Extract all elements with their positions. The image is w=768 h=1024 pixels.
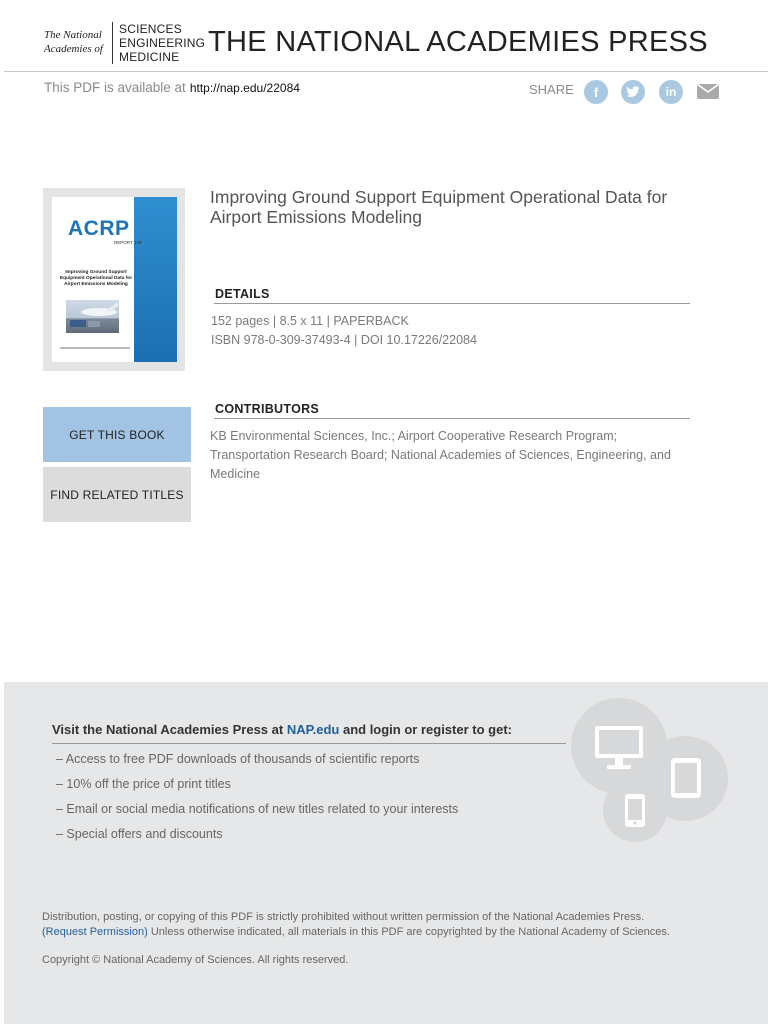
contributors-line2: Transportation Research Board; National Academies of Sciences, Engineering, and xyxy=(210,448,671,462)
cover-report-number: REPORT 149 xyxy=(114,240,142,245)
press-title: THE NATIONAL ACADEMIES PRESS xyxy=(208,26,708,58)
pdf-url-link[interactable]: http://nap.edu/22084 xyxy=(189,81,300,95)
details-divider xyxy=(214,303,690,304)
promo-heading-prefix: Visit the National Academies Press at xyxy=(52,722,284,737)
mail-icon[interactable] xyxy=(697,84,719,99)
details-pages: 152 pages | 8.5 x 11 | PAPERBACK xyxy=(211,314,409,328)
nap-edu-link[interactable]: NAP.edu xyxy=(286,722,340,737)
copyright-line: Copyright © National Academy of Sciences. All rights reserved. xyxy=(42,954,349,966)
details-isbn: ISBN 978-0-309-37493-4 | DOI 10.17226/22084 xyxy=(211,333,477,347)
legal-distribution-notice: Distribution, posting, or copying of this PDF is strictly prohibited without written permission of the National Academies Press. xyxy=(42,911,645,923)
benefit-item: – 10% off the price of print titles xyxy=(56,777,231,791)
phone-icon xyxy=(603,778,667,842)
contributors-divider xyxy=(214,418,690,419)
facebook-icon[interactable]: f xyxy=(584,80,608,104)
legal-copyright-rest: Unless otherwise indicated, all materials in this PDF are copyrighted by the National Academy of Sciences. xyxy=(150,926,670,938)
cover-airplane-photo xyxy=(66,300,119,333)
logo-national-academies xyxy=(44,28,106,56)
header-divider xyxy=(4,71,768,72)
cover-blue-stripe xyxy=(134,197,177,362)
logo-divider xyxy=(112,22,113,64)
benefit-item: – Email or social media notifications of new titles related to your interests xyxy=(56,802,459,816)
find-related-titles-button[interactable]: FIND RELATED TITLES xyxy=(43,467,191,522)
twitter-icon[interactable] xyxy=(621,80,645,104)
cover-series-logo: ACRP xyxy=(68,217,130,240)
book-cover-image[interactable] xyxy=(52,197,177,362)
linkedin-icon[interactable]: in xyxy=(659,80,683,104)
cover-footer-line xyxy=(60,347,130,349)
cover-title: Improving Ground Support Equipment Operational Data for Airport Emissions Modeling xyxy=(59,270,133,287)
get-this-book-button[interactable]: GET THIS BOOK xyxy=(43,407,191,462)
contributors-heading: CONTRIBUTORS xyxy=(215,402,320,416)
logo-text-line1: The National xyxy=(44,29,102,41)
benefit-item: – Special offers and discounts xyxy=(56,827,223,841)
legal-copyright-notice xyxy=(42,925,670,940)
benefit-item: – Access to free PDF downloads of thousands of scientific reports xyxy=(56,752,420,766)
promo-heading xyxy=(52,722,512,737)
availability-line xyxy=(44,80,300,95)
logo-disciplines xyxy=(119,22,205,64)
request-permission-link[interactable]: (Request Permission) xyxy=(42,926,148,938)
availability-prefix: This PDF is available at xyxy=(44,80,186,95)
details-heading: DETAILS xyxy=(215,287,270,301)
logo-text-line2: Academies of xyxy=(44,43,103,55)
logo-engineering: ENGINEERING xyxy=(119,36,206,50)
promo-divider xyxy=(52,743,566,744)
share-label: SHARE xyxy=(529,82,574,97)
promo-heading-suffix: and login or register to get: xyxy=(342,722,512,737)
logo-sciences: SCIENCES xyxy=(119,22,182,36)
contributors-line3: Medicine xyxy=(210,467,261,481)
contributors-line1: KB Environmental Sciences, Inc.; Airport Cooperative Research Program; xyxy=(210,429,618,443)
logo-medicine: MEDICINE xyxy=(119,50,180,64)
book-title[interactable]: Improving Ground Support Equipment Operational Data for Airport Emissions Modeling xyxy=(210,187,668,227)
